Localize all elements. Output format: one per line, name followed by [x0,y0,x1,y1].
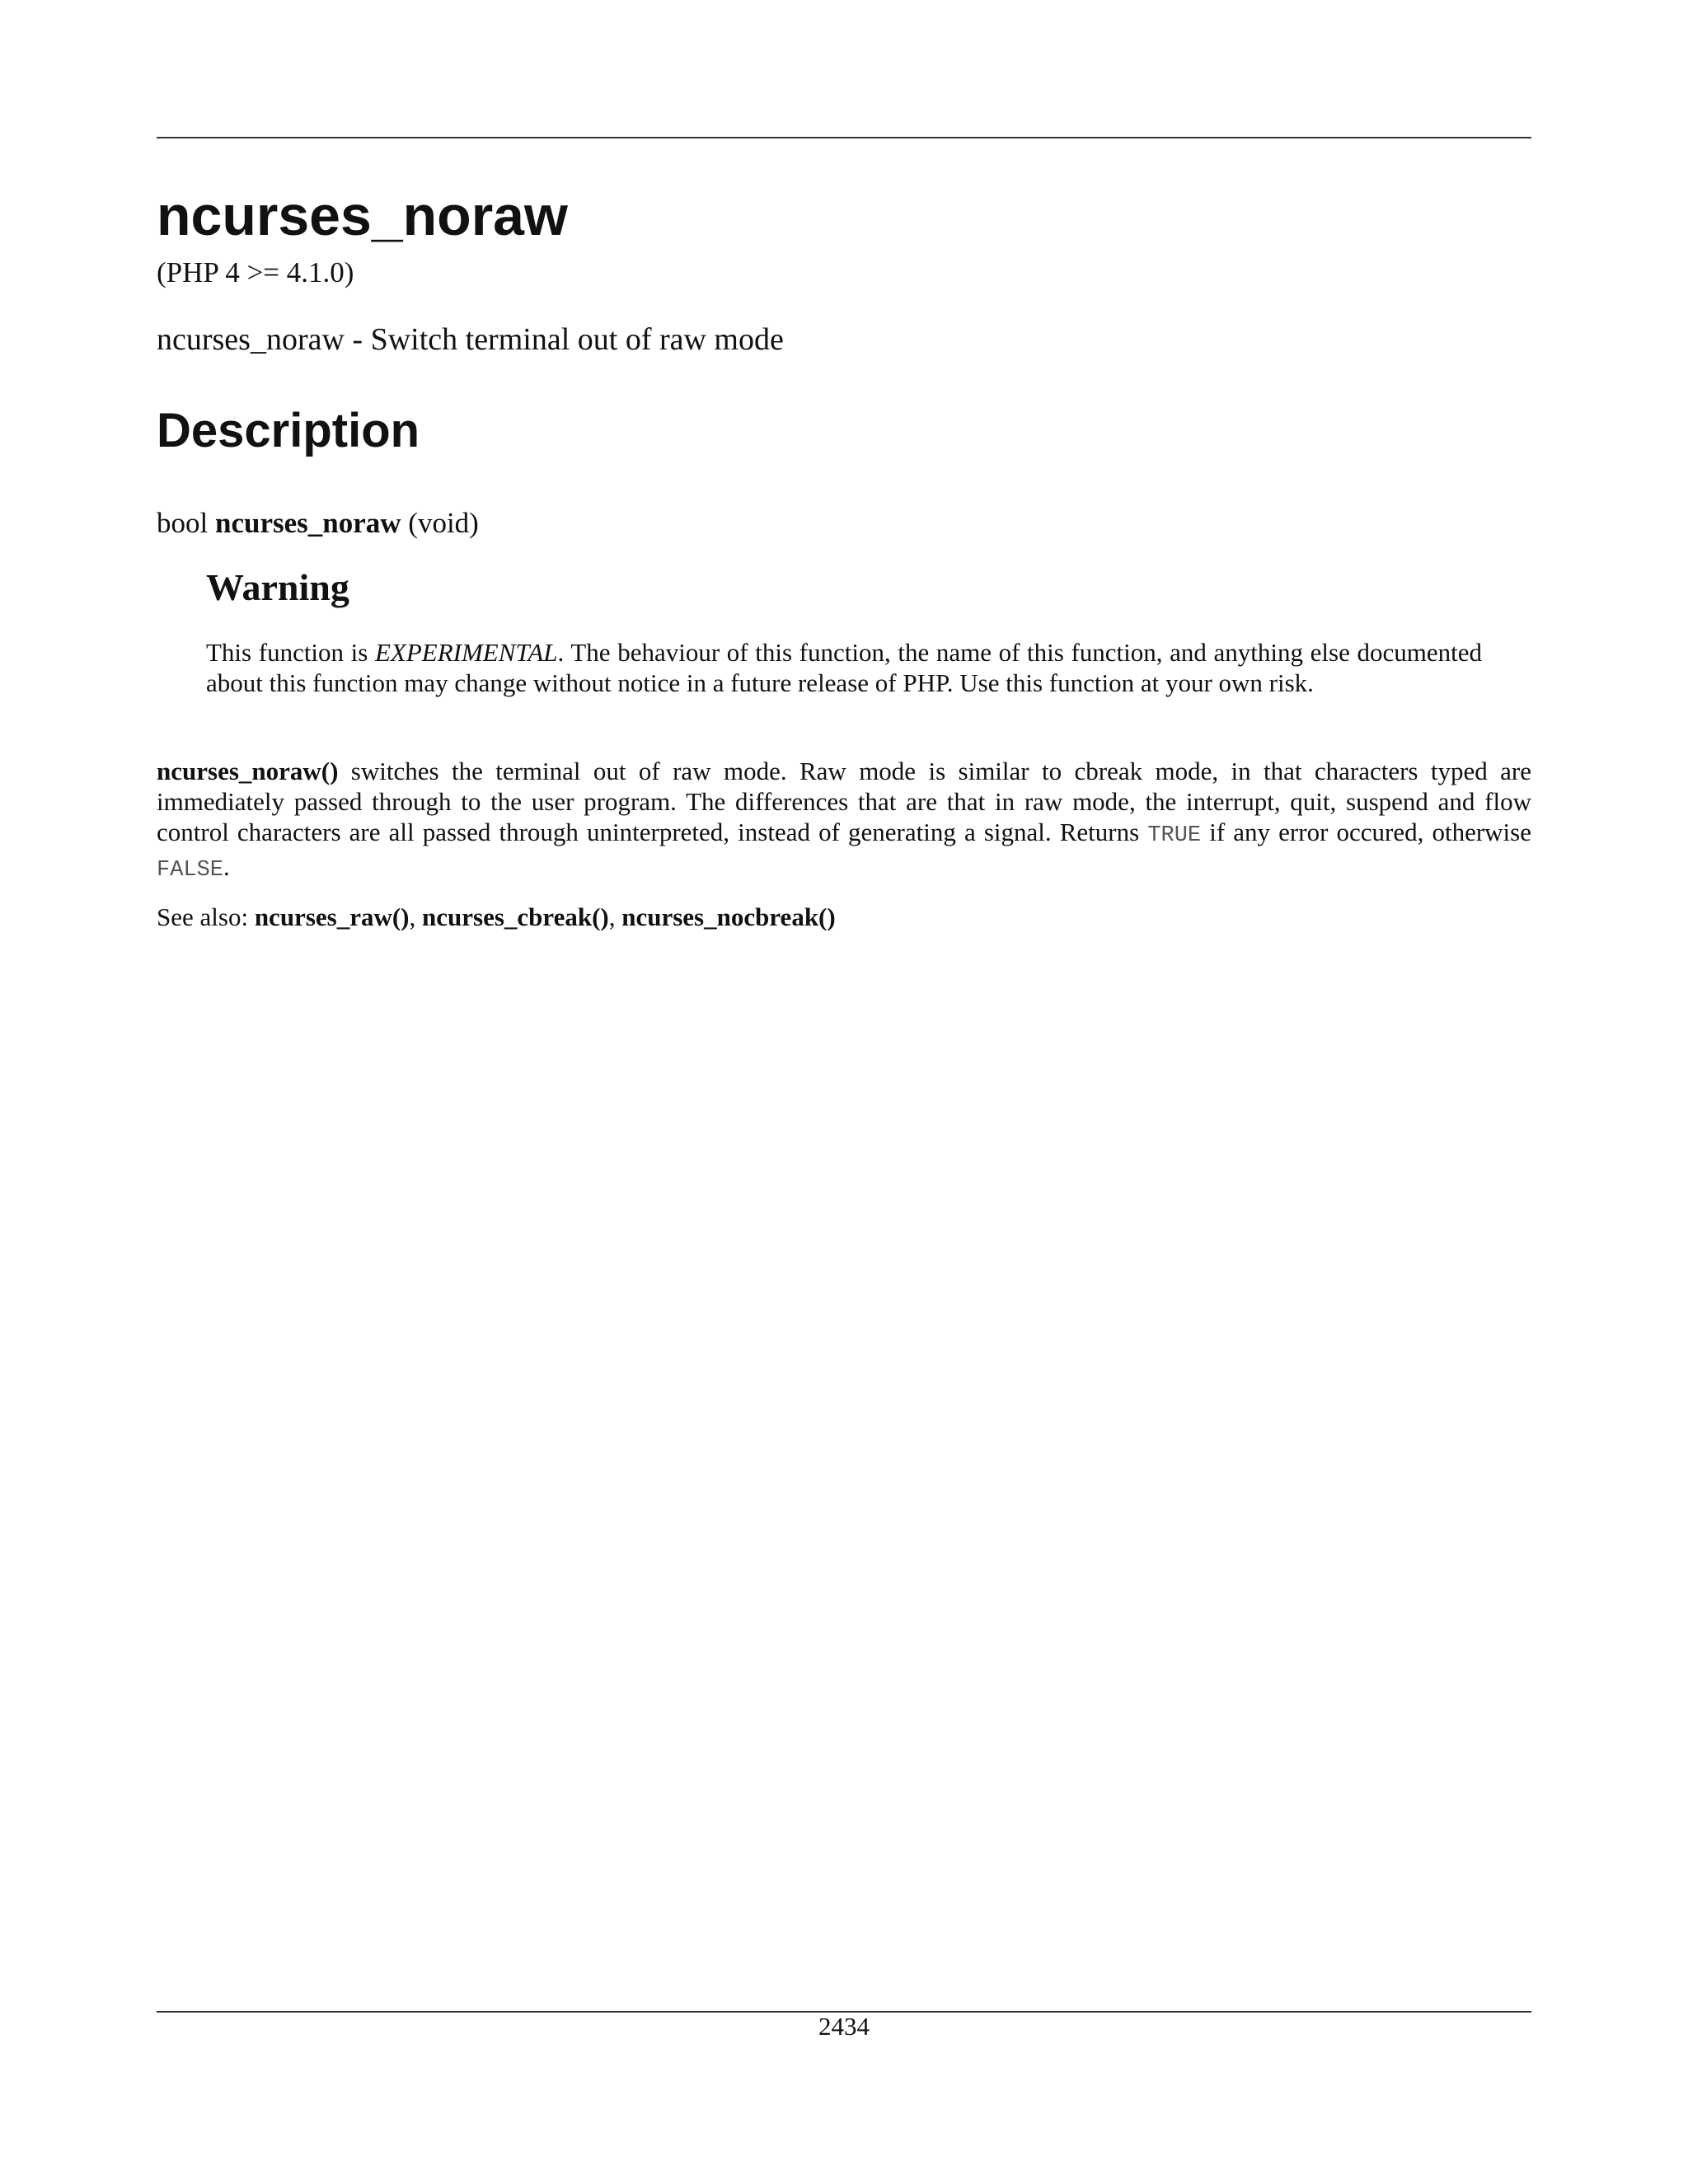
see-also-link-raw[interactable]: ncurses_raw() [254,902,410,931]
see-also-separator: , [409,902,422,931]
synopsis-function-name: ncurses_noraw [214,507,401,539]
description-paragraph [157,756,1531,886]
see-also-label: See also: [157,902,255,931]
function-purpose: ncurses_noraw - Switch terminal out of raw mode [157,322,784,357]
false-constant: FALSE [157,858,224,883]
description-text-3: . [223,852,230,881]
see-also-line [157,902,836,932]
warning-box [206,567,1482,698]
function-synopsis [157,508,479,540]
description-function-ref: ncurses_noraw() [157,757,339,785]
see-also-link-nocbreak[interactable]: ncurses_nocbreak() [621,902,836,931]
true-constant: TRUE [1147,823,1202,848]
description-text-1: switches the terminal out of raw mode. Raw mode is similar to cbreak mode, in that characters typed are immediately passed through to the user program. The differences that are that in raw mode, the interrupt, quit, suspend and flow control characters are all passed through uninterpreted, instead of generating a signal. Returns [157,757,1531,846]
warning-text-after: . The behaviour of this function, the name of this function, and anything else documented about this function may change without notice in a future release of PHP. Use this function at your own risk. [206,637,1482,697]
page-number: 2434 [818,2012,870,2041]
see-also-separator: , [608,902,622,931]
warning-text-before: This function is [206,637,375,667]
function-title: ncurses_noraw [157,185,568,247]
synopsis-params: (void) [408,507,479,539]
top-rule [157,137,1531,138]
see-also-link-cbreak[interactable]: ncurses_cbreak() [422,902,609,931]
description-text-2: if any error occured, otherwise [1201,818,1531,846]
document-page [157,0,1531,2184]
version-info: (PHP 4 >= 4.1.0) [157,256,354,288]
experimental-emphasis: EXPERIMENTAL [374,637,558,667]
warning-text [206,637,1482,698]
return-type: bool [157,507,209,539]
warning-title: Warning [206,566,349,608]
section-heading-description: Description [157,404,420,457]
